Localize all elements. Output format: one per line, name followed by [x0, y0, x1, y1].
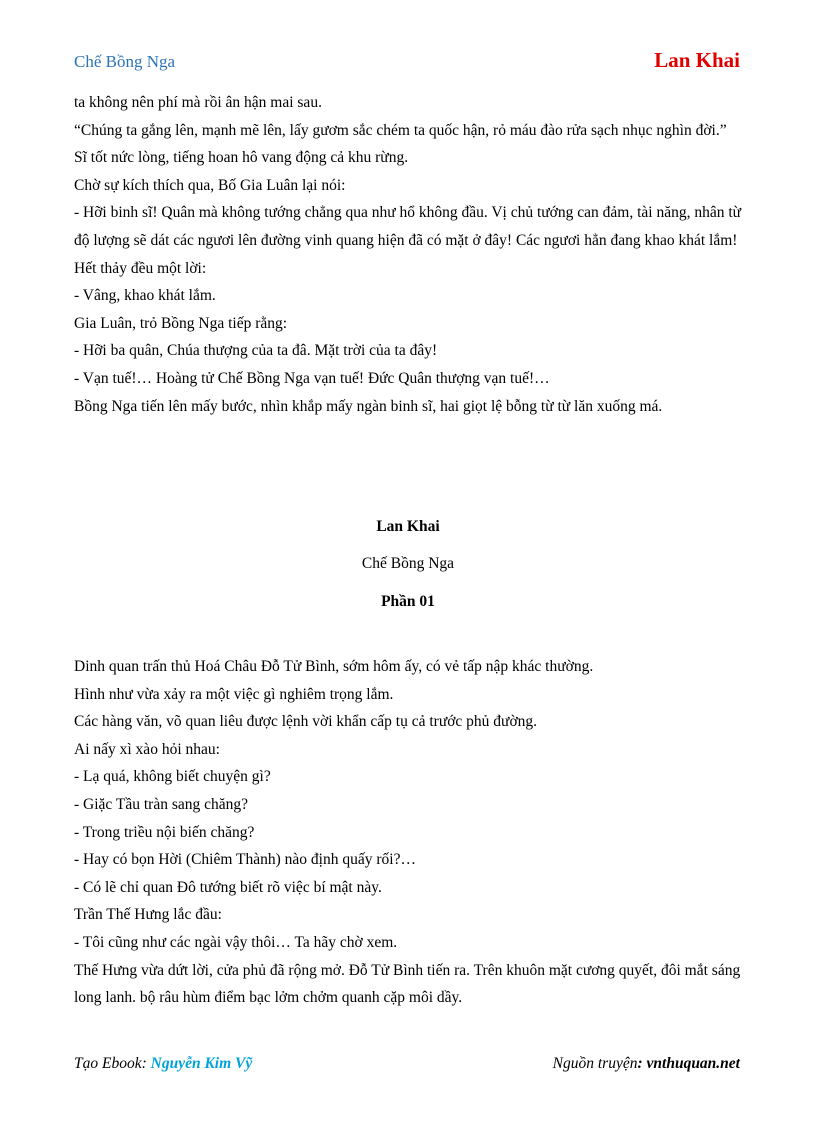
paragraph: Dinh quan trấn thủ Hoá Châu Đỗ Tử Bình, sớm hôm ấy, có vẻ tấp nập khác thường. [74, 658, 594, 675]
footer-ebook-separator: : [141, 1055, 151, 1072]
header-book-title: Chế Bồng Nga [74, 52, 176, 71]
paragraph: - Có lẽ chỉ quan Đô tướng biết rõ việc bí mật này. [74, 878, 382, 896]
footer-source-site[interactable]: vnthuquan.net [646, 1055, 740, 1072]
paragraph: Hết thảy đều một lời: [74, 259, 207, 277]
paragraph: - Hỡi binh sĩ! Quân mà không tướng chẳng qua như hổ không đầu. Vị chủ tướng can đảm, tài năng, nhân từ độ lượng sẽ dát các ngươi lên đường vinh quang hiện đã có mặt ở đây! Các ngươi hẳn đang khao khát lắm! [74, 204, 742, 249]
footer-source-separator: : [637, 1055, 647, 1072]
paragraph: - Lạ quá, không biết chuyện gì? [74, 768, 271, 786]
paragraph: “Chúng ta gắng lên, mạnh mẽ lên, lấy gươm sắc chém ta quốc hận, rỏ máu đào rửa sạch nhục nghìn đời.” [74, 121, 727, 139]
paragraph: Sĩ tốt nức lòng, tiếng hoan hô vang động cả khu rừng. [74, 149, 409, 167]
section-2-text [74, 653, 742, 1012]
paragraph: Trần Thế Hưng lắc đầu: [74, 906, 222, 924]
paragraph: - Hay có bọn Hời (Chiêm Thành) nào định quấy rối?… [74, 851, 416, 869]
paragraph: Hình như vừa xảy ra một việc gì nghiêm trọng lắm. [74, 685, 394, 703]
paragraph: - Trong triều nội biến chăng? [74, 823, 255, 841]
paragraph: Bồng Nga tiến lên mấy bước, nhìn khắp mấy ngàn binh sĩ, hai giọt lệ bỗng từ từ lăn xuống má. [74, 397, 663, 415]
chapter-book-title: Chế Bồng Nga [361, 555, 455, 572]
paragraph: - Vâng, khao khát lắm. [74, 287, 216, 305]
footer-ebook-credit [74, 1055, 252, 1073]
section-1-text [74, 89, 742, 420]
chapter-part-heading: Phần 01 [381, 593, 435, 610]
paragraph: - Vạn tuế!… Hoàng tử Chế Bồng Nga vạn tuế! Đức Quân thượng vạn tuế!… [74, 369, 550, 387]
chapter-author: Lan Khai [376, 518, 440, 535]
paragraph: Ai nấy xì xào hỏi nhau: [74, 740, 220, 758]
paragraph: Thế Hưng vừa dứt lời, cửa phủ đã rộng mở. Đỗ Tử Bình tiến ra. Trên khuôn mặt cương quyết, đôi mắt sáng long lanh. bộ râu hùm điểm bạc lởm chởm quanh cặp môi dầy. [74, 961, 741, 1007]
footer-source-label: Nguồn truyện [552, 1055, 638, 1072]
footer-source-credit [553, 1055, 740, 1073]
paragraph: - Giặc Tầu tràn sang chăng? [74, 795, 249, 813]
paragraph: Các hàng văn, võ quan liêu được lệnh vời khẩn cấp tụ cả trước phủ đường. [74, 713, 538, 731]
paragraph: - Tôi cũng như các ngài vậy thôi… Ta hãy chờ xem. [74, 933, 398, 951]
paragraph: Gia Luân, trỏ Bồng Nga tiếp rằng: [74, 314, 288, 332]
footer-ebook-name: Nguyễn Kim Vỹ [150, 1055, 253, 1072]
paragraph: ta không nên phí mà rồi ân hận mai sau. [74, 94, 322, 111]
header-author: Lan Khai [654, 48, 740, 72]
footer-ebook-label: Tạo Ebook [74, 1055, 142, 1072]
paragraph: - Hỡi ba quân, Chúa thượng của ta đâ. Mặt trời của ta đây! [74, 342, 438, 360]
paragraph: Chờ sự kích thích qua, Bố Gia Luân lại nói: [74, 176, 346, 194]
